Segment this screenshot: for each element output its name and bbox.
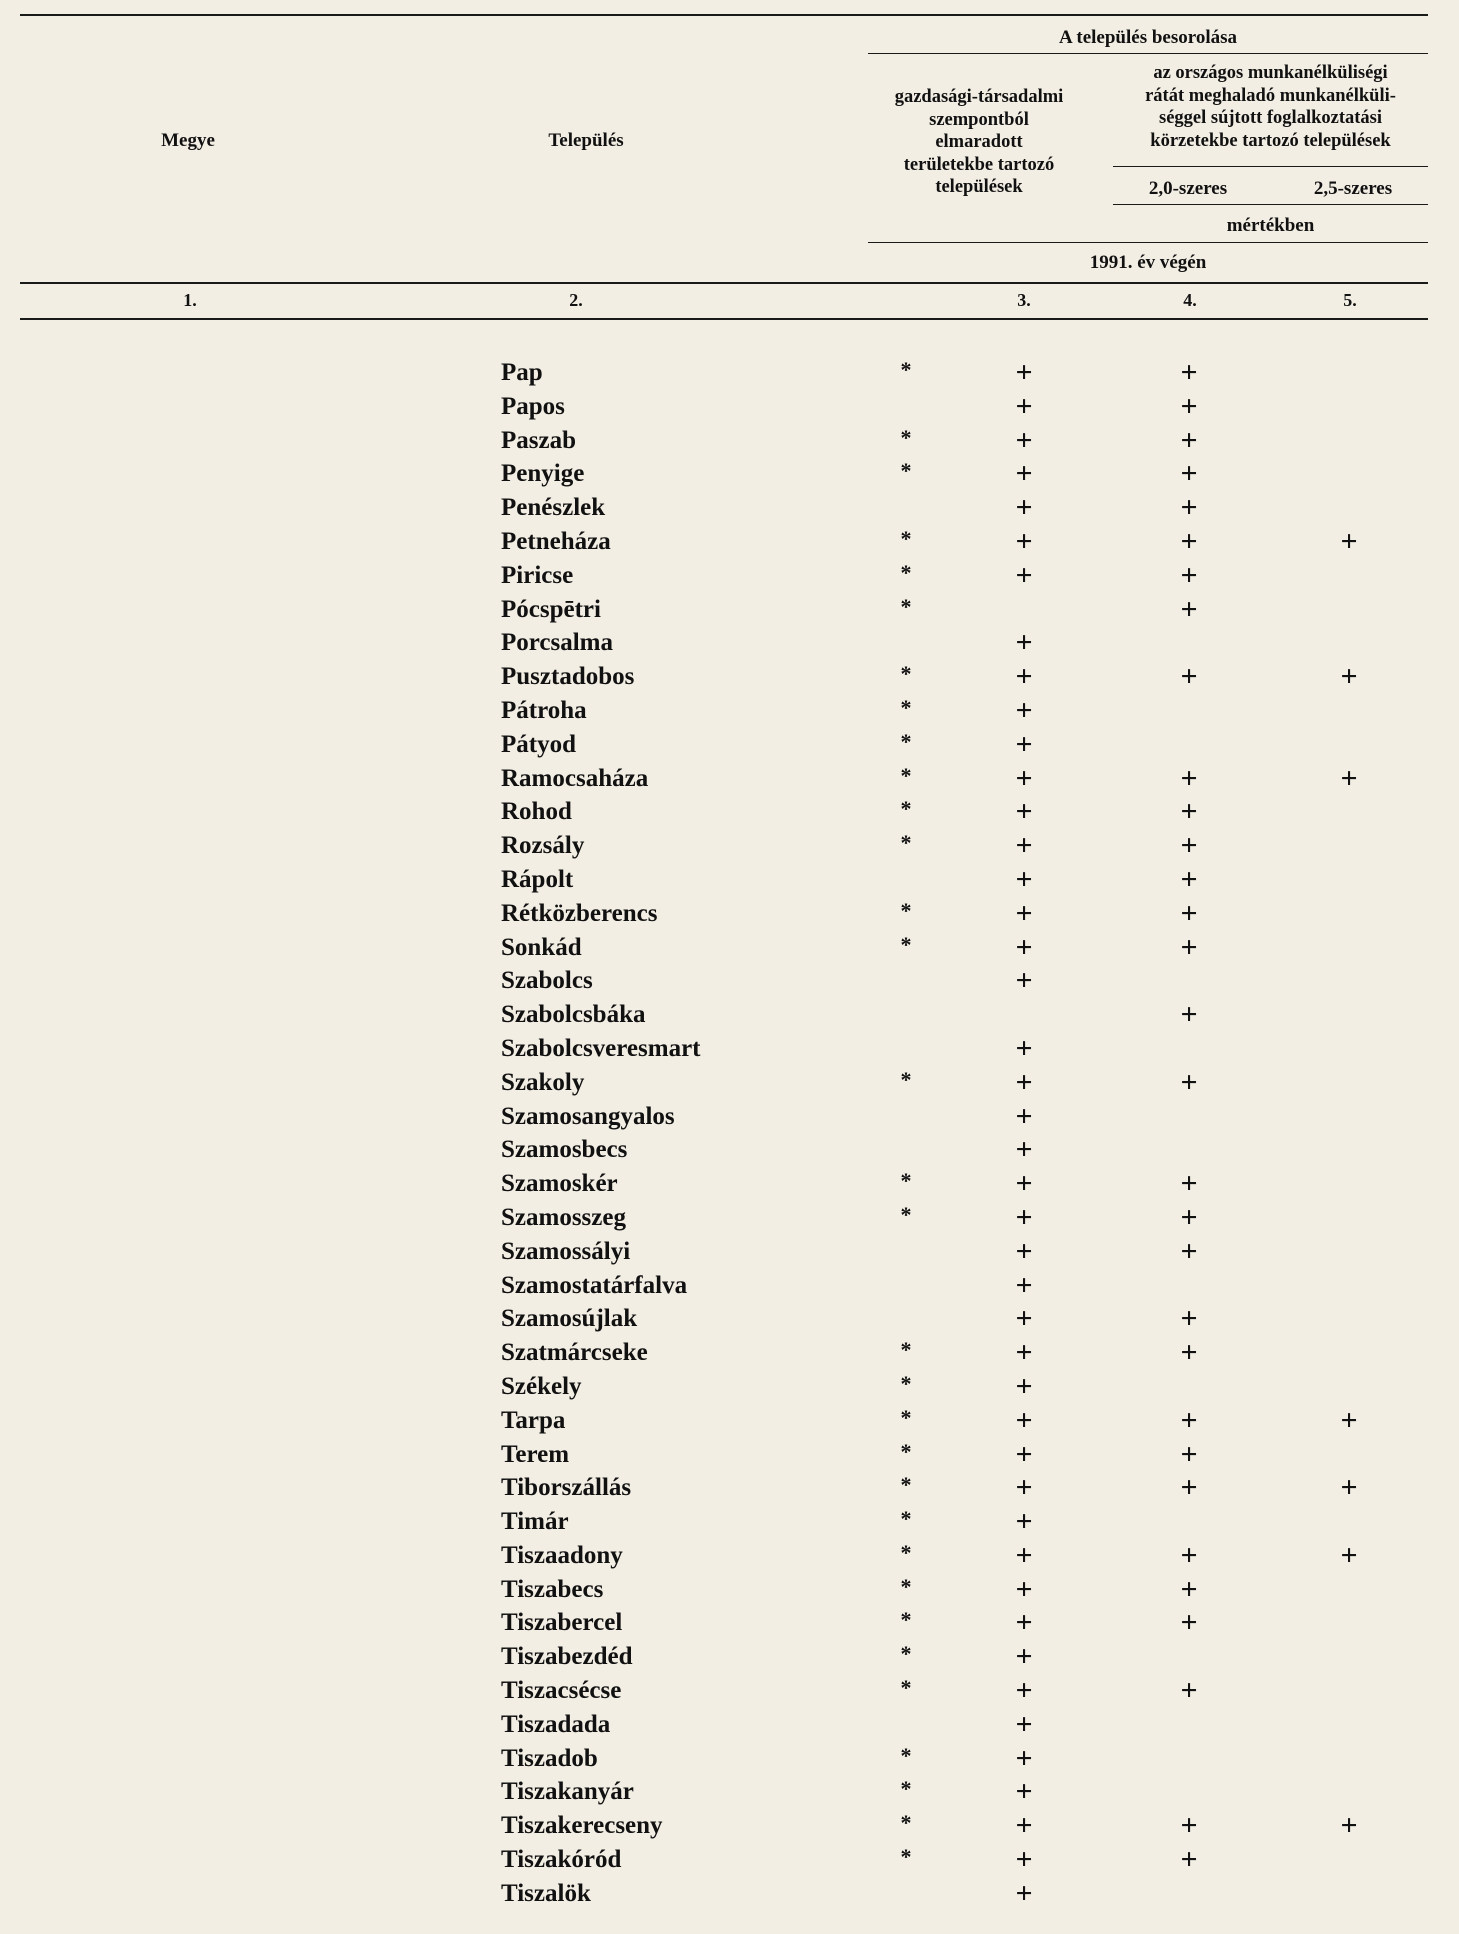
table-row xyxy=(0,795,1459,829)
settlement-name: Papos xyxy=(501,392,565,420)
col4-plus-mark: + xyxy=(1180,896,1198,930)
table-row xyxy=(0,1370,1459,1404)
table-row xyxy=(0,1843,1459,1877)
table-row xyxy=(0,1674,1459,1708)
year-end-label: 1991. év végén xyxy=(1089,252,1207,273)
star-mark: * xyxy=(900,593,912,619)
col45-header-line: séggel sújtott foglalkoztatási xyxy=(1159,108,1382,128)
settlement-name: Szamossályi xyxy=(501,1237,631,1265)
col4-plus-mark: + xyxy=(1180,592,1198,626)
star-mark: * xyxy=(900,525,912,551)
col3-plus-mark: + xyxy=(1015,1572,1033,1606)
settlement-name: Sonkád xyxy=(501,933,582,961)
settlement-name: Tiszakerecseny xyxy=(501,1812,663,1840)
star-mark: * xyxy=(900,1810,912,1836)
col5-plus-mark: + xyxy=(1340,1403,1358,1437)
settlement-name: Szamosújlak xyxy=(501,1305,638,1333)
col3-plus-mark: + xyxy=(1015,1741,1033,1775)
star-mark: * xyxy=(900,1675,912,1701)
table-row xyxy=(0,457,1459,491)
top-rule xyxy=(20,14,1428,16)
settlement-name: Pátyod xyxy=(501,730,576,758)
star-mark: * xyxy=(900,1506,912,1532)
star-mark: * xyxy=(900,1438,912,1464)
col4-plus-mark: + xyxy=(1180,389,1198,423)
table-row xyxy=(0,863,1459,897)
settlement-name: Terem xyxy=(501,1440,570,1468)
col3-plus-mark: + xyxy=(1015,1437,1033,1471)
col-number: 3. xyxy=(1017,290,1031,310)
table-row xyxy=(0,1877,1459,1911)
table-row xyxy=(0,964,1459,998)
settlement-name: Szabolcsbáka xyxy=(501,1001,646,1029)
star-mark: * xyxy=(900,661,912,687)
colnum-bottom-rule xyxy=(20,318,1428,320)
star-mark: * xyxy=(900,728,912,754)
table-row xyxy=(0,1539,1459,1573)
settlement-name: Penyige xyxy=(501,460,585,488)
col4-plus-mark: + xyxy=(1180,423,1198,457)
settlement-name: Pócspētri xyxy=(501,595,601,623)
header-bottom-rule xyxy=(20,282,1428,284)
table-row xyxy=(0,1302,1459,1336)
settlement-name: Rozsály xyxy=(501,832,585,860)
col5-plus-mark: + xyxy=(1340,1538,1358,1572)
star-mark: * xyxy=(900,1539,912,1565)
settlement-name: Rápolt xyxy=(501,865,574,893)
col3-header-line: elmaradott xyxy=(935,132,1023,152)
settlement-name: Rétközberencs xyxy=(501,899,658,927)
sub-rule xyxy=(1113,204,1428,205)
col3-plus-mark: + xyxy=(1015,389,1033,423)
star-mark: * xyxy=(900,897,912,923)
col4-subheader: 2,0-szeres xyxy=(1148,178,1228,199)
col45-header xyxy=(1113,62,1428,152)
table-row xyxy=(0,1269,1459,1303)
settlement-name: Tiszacsécse xyxy=(501,1677,622,1705)
col4-plus-mark: + xyxy=(1180,1200,1198,1234)
settlement-name: Szamosangyalos xyxy=(501,1102,675,1130)
col4-plus-mark: + xyxy=(1180,1403,1198,1437)
settlement-name: Szamoskér xyxy=(501,1170,618,1198)
col3-plus-mark: + xyxy=(1015,660,1033,694)
col3-plus-mark: + xyxy=(1015,1133,1033,1167)
table-row xyxy=(0,998,1459,1032)
table-row xyxy=(0,1100,1459,1134)
col3-plus-mark: + xyxy=(1015,1843,1033,1877)
col-header-megye: Megye xyxy=(161,130,215,151)
col3-plus-mark: + xyxy=(1015,1674,1033,1708)
col5-plus-mark: + xyxy=(1340,761,1358,795)
star-mark: * xyxy=(900,796,912,822)
col45-header-line: körzetekbe tartozó települések xyxy=(1150,130,1391,151)
table-row xyxy=(0,1742,1459,1776)
star-mark: * xyxy=(900,1337,912,1363)
settlement-name: Paszab xyxy=(501,426,576,454)
col3-header xyxy=(868,86,1090,199)
col5-plus-mark: + xyxy=(1340,660,1358,694)
star-mark: * xyxy=(900,559,912,585)
col4-plus-mark: + xyxy=(1180,1674,1198,1708)
table-row xyxy=(0,762,1459,796)
star-mark: * xyxy=(900,762,912,788)
table-row xyxy=(0,1167,1459,1201)
col3-plus-mark: + xyxy=(1015,457,1033,491)
star-mark: * xyxy=(900,1472,912,1498)
settlement-name: Porcsalma xyxy=(501,629,614,657)
col5-plus-mark: + xyxy=(1340,524,1358,558)
mertekben-rule xyxy=(868,242,1428,243)
table-row xyxy=(0,1573,1459,1607)
settlement-name: Szatmárcseke xyxy=(501,1339,648,1367)
col4-plus-mark: + xyxy=(1180,1606,1198,1640)
table-row xyxy=(0,1606,1459,1640)
table-row xyxy=(0,1505,1459,1539)
table-row xyxy=(0,1438,1459,1472)
settlement-name: Szamostatárfalva xyxy=(501,1271,688,1299)
col3-header-line: gazdasági-társadalmi xyxy=(894,87,1064,107)
col5-plus-mark: + xyxy=(1340,1809,1358,1843)
settlement-name: Tiborszállás xyxy=(501,1474,632,1502)
col-number: 5. xyxy=(1343,290,1357,310)
col3-plus-mark: + xyxy=(1015,964,1033,998)
col4-plus-mark: + xyxy=(1180,1167,1198,1201)
settlement-name: Szamosbecs xyxy=(501,1136,628,1164)
classification-rule xyxy=(868,53,1428,54)
settlement-name: Piricse xyxy=(501,561,574,589)
table-row xyxy=(0,728,1459,762)
star-mark: * xyxy=(900,1066,912,1092)
table-row xyxy=(0,559,1459,593)
settlement-name: Tiszadada xyxy=(501,1710,611,1738)
settlement-name: Penészlek xyxy=(501,494,606,522)
col4-plus-mark: + xyxy=(1180,930,1198,964)
table-row xyxy=(0,1235,1459,1269)
col3-plus-mark: + xyxy=(1015,1505,1033,1539)
col-number: 1. xyxy=(183,290,197,310)
col3-plus-mark: + xyxy=(1015,1336,1033,1370)
col3-plus-mark: + xyxy=(1015,930,1033,964)
table-row xyxy=(0,1336,1459,1370)
col4-plus-mark: + xyxy=(1180,795,1198,829)
star-mark: * xyxy=(900,357,912,382)
col4-plus-mark: + xyxy=(1180,1234,1198,1268)
col3-plus-mark: + xyxy=(1015,626,1033,660)
table-row xyxy=(0,1066,1459,1100)
col3-plus-mark: + xyxy=(1015,1369,1033,1403)
star-mark: * xyxy=(900,1607,912,1633)
col3-plus-mark: + xyxy=(1015,1538,1033,1572)
settlement-name: Tiszalök xyxy=(501,1879,591,1907)
col3-plus-mark: + xyxy=(1015,1876,1033,1910)
table-row xyxy=(0,356,1459,390)
settlement-name: Timár xyxy=(501,1508,569,1536)
col3-plus-mark: + xyxy=(1015,1707,1033,1741)
star-mark: * xyxy=(900,1404,912,1430)
settlement-name: Tarpa xyxy=(501,1406,566,1434)
star-mark: * xyxy=(900,1201,912,1227)
table-row xyxy=(0,1809,1459,1843)
col4-plus-mark: + xyxy=(1180,1302,1198,1336)
col4-plus-mark: + xyxy=(1180,1809,1198,1843)
col3-plus-mark: + xyxy=(1015,1200,1033,1234)
settlement-name: Tiszabecs xyxy=(501,1575,604,1603)
table-row xyxy=(0,1775,1459,1809)
star-mark: * xyxy=(900,931,912,957)
star-mark: * xyxy=(900,1370,912,1396)
star-mark: * xyxy=(900,694,912,720)
col3-header-line: területekbe tartozó xyxy=(903,154,1055,175)
col4-plus-mark: + xyxy=(1180,1336,1198,1370)
col3-plus-mark: + xyxy=(1015,862,1033,896)
classification-title: A település besorolása xyxy=(1058,27,1238,48)
star-mark: * xyxy=(900,1776,912,1802)
col45-header-line: az országos munkanélküliségi xyxy=(1153,63,1388,83)
star-mark: * xyxy=(900,1168,912,1194)
star-mark: * xyxy=(900,424,912,450)
col45-rule xyxy=(1113,166,1428,167)
settlement-name: Szabolcs xyxy=(501,967,593,995)
col-header-telepules: Település xyxy=(548,130,624,151)
table-row xyxy=(0,897,1459,931)
col3-plus-mark: + xyxy=(1015,1775,1033,1809)
settlement-name: Szabolcsveresmart xyxy=(501,1034,701,1062)
table-row xyxy=(0,660,1459,694)
settlement-name: Tiszakanyár xyxy=(501,1778,634,1806)
settlement-name: Szamosszeg xyxy=(501,1203,626,1231)
mertekben-label: mértékben xyxy=(1226,215,1315,236)
col3-plus-mark: + xyxy=(1015,1606,1033,1640)
star-mark: * xyxy=(900,1844,912,1870)
col4-plus-mark: + xyxy=(1180,1538,1198,1572)
settlement-name: Tiszakóród xyxy=(501,1846,622,1874)
col5-plus-mark: + xyxy=(1340,1471,1358,1505)
table-row xyxy=(0,491,1459,525)
col3-plus-mark: + xyxy=(1015,356,1033,389)
settlement-name: Pusztadobos xyxy=(501,663,635,691)
col3-plus-mark: + xyxy=(1015,1302,1033,1336)
table-row xyxy=(0,931,1459,965)
settlement-name: Székely xyxy=(501,1372,582,1400)
col4-plus-mark: + xyxy=(1180,1437,1198,1471)
col3-plus-mark: + xyxy=(1015,491,1033,525)
col3-plus-mark: + xyxy=(1015,1099,1033,1133)
col3-plus-mark: + xyxy=(1015,1809,1033,1843)
star-mark: * xyxy=(900,458,912,484)
col3-plus-mark: + xyxy=(1015,693,1033,727)
table-row xyxy=(0,1708,1459,1742)
table-row xyxy=(0,1640,1459,1674)
table-row xyxy=(0,390,1459,424)
col3-plus-mark: + xyxy=(1015,558,1033,592)
col3-plus-mark: + xyxy=(1015,1065,1033,1099)
col4-plus-mark: + xyxy=(1180,1572,1198,1606)
table-row xyxy=(0,1404,1459,1438)
table-row xyxy=(0,424,1459,458)
col3-header-line: szempontból xyxy=(929,109,1029,130)
col3-plus-mark: + xyxy=(1015,1268,1033,1302)
settlement-name: Tiszadob xyxy=(501,1744,598,1772)
col3-plus-mark: + xyxy=(1015,1031,1033,1065)
star-mark: * xyxy=(900,830,912,856)
star-mark: * xyxy=(900,1742,912,1768)
settlement-name: Szakoly xyxy=(501,1068,585,1096)
col4-plus-mark: + xyxy=(1180,660,1198,694)
table-row xyxy=(0,1032,1459,1066)
table-row xyxy=(0,626,1459,660)
col3-plus-mark: + xyxy=(1015,727,1033,761)
col3-header-line: települések xyxy=(935,177,1023,197)
col4-plus-mark: + xyxy=(1180,1843,1198,1877)
col4-plus-mark: + xyxy=(1180,761,1198,795)
col4-plus-mark: + xyxy=(1180,998,1198,1032)
col3-plus-mark: + xyxy=(1015,524,1033,558)
table-row xyxy=(0,829,1459,863)
col3-plus-mark: + xyxy=(1015,1234,1033,1268)
col4-plus-mark: + xyxy=(1180,1471,1198,1505)
col3-plus-mark: + xyxy=(1015,795,1033,829)
col4-plus-mark: + xyxy=(1180,491,1198,525)
col4-plus-mark: + xyxy=(1180,356,1198,389)
col45-header-line: rátát meghaladó munkanélküli- xyxy=(1145,85,1396,106)
col3-plus-mark: + xyxy=(1015,1167,1033,1201)
table-row xyxy=(0,694,1459,728)
col-number: 2. xyxy=(569,290,583,310)
col-number: 4. xyxy=(1183,290,1197,310)
settlement-table-body xyxy=(0,356,1459,1911)
table-row xyxy=(0,1201,1459,1235)
table-row xyxy=(0,525,1459,559)
col4-plus-mark: + xyxy=(1180,862,1198,896)
col3-plus-mark: + xyxy=(1015,829,1033,863)
col3-plus-mark: + xyxy=(1015,423,1033,457)
star-mark: * xyxy=(900,1641,912,1667)
settlement-name: Pap xyxy=(501,359,543,386)
settlement-name: Tiszabercel xyxy=(501,1609,623,1637)
col3-plus-mark: + xyxy=(1015,1471,1033,1505)
table-row xyxy=(0,593,1459,627)
settlement-name: Ramocsaháza xyxy=(501,764,649,792)
col4-plus-mark: + xyxy=(1180,829,1198,863)
settlement-name: Tiszabezdéd xyxy=(501,1643,633,1671)
col3-plus-mark: + xyxy=(1015,761,1033,795)
table-row xyxy=(0,1471,1459,1505)
col3-plus-mark: + xyxy=(1015,1640,1033,1674)
col4-plus-mark: + xyxy=(1180,558,1198,592)
col3-plus-mark: + xyxy=(1015,1403,1033,1437)
settlement-name: Petneháza xyxy=(501,527,611,555)
col4-plus-mark: + xyxy=(1180,524,1198,558)
settlement-name: Pátroha xyxy=(501,696,587,724)
settlement-name: Rohod xyxy=(501,798,572,826)
col5-subheader: 2,5-szeres xyxy=(1313,178,1393,199)
col3-plus-mark: + xyxy=(1015,896,1033,930)
settlement-name: Tiszaadony xyxy=(501,1541,623,1569)
col4-plus-mark: + xyxy=(1180,1065,1198,1099)
star-mark: * xyxy=(900,1573,912,1599)
table-row xyxy=(0,1133,1459,1167)
col4-plus-mark: + xyxy=(1180,457,1198,491)
